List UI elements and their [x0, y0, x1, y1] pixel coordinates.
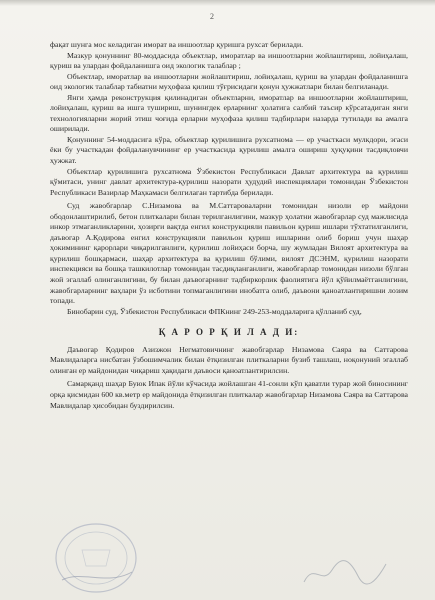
- document-body: [50, 40, 408, 411]
- paragraph-1: фақат шунга мос келадиган иморат ва иншоотлар қуришга рухсат берилади.: [50, 40, 304, 49]
- paragraph-7: Суд жавобгарлар С.Низамова ва М.Саттароваларни томонидан низоли ер майдони ободонлаштирилиб, бетон плиткалари билан терилганлигини, мазкур ҳолатни жавобгарлар суд мажлисида инкор этмаганликларини, ҳозирги вақтда енгил конструкцияли павильон қуриш ишлари тўхтатилганлиги, даъвогар А.Қодирова енгил конструкцияли павильон қуриш ишларини олиб бориш учун шаҳар ҳокимининг қарорлари чиқарилганлиги, қурилиш лойиҳаси борча, шу жумладан Вилоят архитектура ва қурилиш бошқармаси, шаҳар архитектура ва қурилиш бўлими, вилоят ДСЭНМ, қурилиш назорати инспекцияси ва бошқа ташкилотлар томонидан тасдиқланганлиги, жавобгарлар томонидан низоли бўлган жой эгаллаб олинганлигини, бу билан даъвогарнинг тадбиркорлик фаолиятига йўл қўйилмаётганлигини, жавобгарларнинг ваҳлари ўз исботини топмаганлигини инобатга олиб, даъвони қаноатлантиришни лозим топади.: [50, 201, 408, 306]
- paragraph-5: Қонуннинг 54-моддасига кўра, объектлар қурилишига рухсатнома — ер участкаси мулкдори, эгаси ёки бу участкадан фойдаланувчининг ер участкасида қурилиш амалга ошириш ҳуқуқини тасдиқловчи ҳужжат.: [50, 134, 408, 166]
- page-number: 2: [210, 12, 214, 21]
- paragraph-3: Объектлар, иморатлар ва иншоотларни жойлаштириш, лойиҳалаш, қуриш ва улардан фойдаланишга оид экологик талаблар табиатни муҳофаза қилиш тўғрисидаги қонун ҳужжатлари билан белгиланади.: [50, 71, 408, 92]
- signature-icon: [300, 552, 390, 592]
- paragraph-8: Бинобарин суд, Ўзбекистон Республикаси ФПКнинг 249-253-моддаларига қўлланиб суд,: [67, 306, 362, 316]
- decision-item-1: Даъвогар Қодиров Азизжон Негматовичнинг жавобгарлар Низамова Саяра ва Саттарова Мавлидаларга нисбатан ўзбошимчалик билан ётқизилган плиткаларни бузиб ташлаш, ноқонуний эгаллаб олинган ер майдонидан чиқариш ҳақидаги даъвоси қаноатлантирилсин.: [50, 344, 408, 375]
- court-stamp-icon: [52, 520, 140, 596]
- paragraph-2: Мазкур қонуннинг 80-моддасида объектлар, иморатлар ва иншоотларни жойлаштириш, лойиҳалаш, қуриш ва улардан фойдаланишга оид экологик талаблар ;: [50, 50, 408, 71]
- paragraph-6: Объектлар қурилишига рухсатнома Ўзбекистон Республикаси Давлат архитектура ва қурилиш қўмитаси, унинг давлат архитектура-қурилиш назорати ҳудудий инспекциялари томонидан Ўзбекистон Республикаси Вазирлар Маҳкамаси белгилаган тартибда берилади.: [50, 166, 408, 197]
- decision-item-2: Самарқанд шаҳар Буюк Ипак йўли кўчасида жойлашган 41-сонли кўп қаватли турар жой биносининг орқа қисмидан 600 кв.метр ер майдонида ётқизилган плиткалар жавобгарлар Низамова Саяра ва Саттарова Мавлидалар ҳисобидан буздирилсин.: [50, 379, 408, 410]
- paragraph-4: Янги ҳамда реконструкция қилинадиган объектларни, иморатлар ва иншоотларни жойлаштириш, лойиҳалаш, қуриш ва ишга тушириш, шунингдек ерларнинг ҳолатига салбий таъсир кўрсатадиган янги технологияларни жорий этиш чоғида ерларни муҳофаза қилиш тадбирлари назарда тутилади ва амалга оширилади.: [50, 92, 408, 134]
- scan-edge-shadow: [0, 0, 435, 6]
- decision-heading: Қ А Р О Р Қ И Л А Д И:: [158, 327, 300, 338]
